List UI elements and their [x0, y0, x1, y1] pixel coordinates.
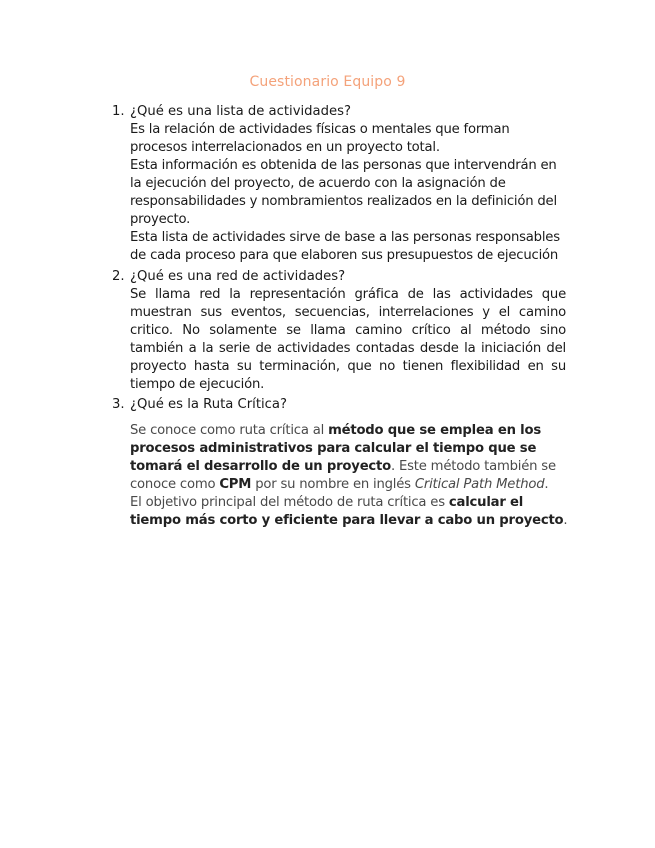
answer-3-italic-term: Critical Path Method: [414, 477, 545, 492]
answer-3-bold-definition: método que se emplea en los procesos administrativos para calcular el tiempo que se tomará el desarrollo de un proyecto: [130, 423, 541, 474]
answer-3-paragraph-1: [130, 422, 568, 494]
answer-3-text-a: Se conoce como ruta crítica al: [130, 423, 329, 438]
question-1-text: ¿Qué es una lista de actividades?: [130, 104, 351, 119]
answer-3-text-c: . Este método también se conoce como: [130, 459, 556, 492]
answer-1-paragraph-3: Esta lista de actividades sirve de base a las personas responsables de cada proceso para que elaboren sus presupuestos de ejecución: [130, 230, 560, 263]
answer-1: [130, 121, 566, 265]
answer-3-text-g: .: [544, 477, 549, 492]
answer-2-paragraph-1: Se llama red la representación gráfica de las actividades que muestran sus eventos, secuencias, interrelaciones y el camino critico. No solamente se llama camino crítico al método sino también a la serie de actividades contadas desde la iniciación del proyecto hasta su terminación, que no tienen flexibilidad en su tiempo de ejecución.: [130, 287, 566, 392]
question-3-text: ¿Qué es la Ruta Crítica?: [130, 397, 287, 412]
question-2-number: 2.: [112, 269, 125, 284]
answer-2: [130, 286, 566, 394]
answer-3-text-p2a: El objetivo principal del método de ruta crítica es: [130, 495, 449, 510]
answer-3-text-p2c: .: [563, 513, 568, 528]
question-3-number: 3.: [112, 397, 125, 412]
answer-3-bold-cpm: CPM: [219, 477, 252, 492]
answer-3: [130, 422, 568, 530]
answer-1-paragraph-2: Esta información es obtenida de las personas que intervendrán en la ejecución del proyecto, de acuerdo con la asignación de responsabilidades y nombramientos realizados en la definición del proyecto.: [130, 158, 557, 227]
answer-1-paragraph-1: Es la relación de actividades físicas o mentales que forman procesos interrelacionados en un proyecto total.: [130, 122, 510, 155]
question-2-text: ¿Qué es una red de actividades?: [130, 269, 346, 284]
question-1-number: 1.: [112, 104, 125, 119]
answer-3-text-e: por su nombre en inglés: [251, 477, 415, 492]
document-title: Cuestionario Equipo 9: [249, 74, 406, 90]
answer-3-paragraph-2: [130, 494, 568, 530]
answer-3-bold-objective: calcular el tiempo más corto y eficiente para llevar a cabo un proyecto: [130, 495, 564, 528]
